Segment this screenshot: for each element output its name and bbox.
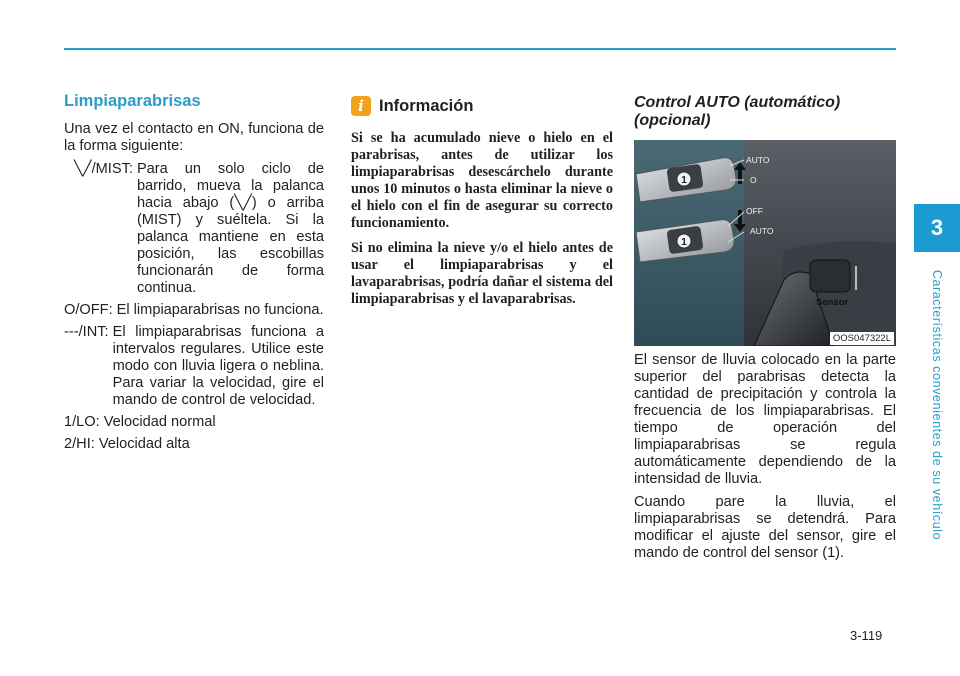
mode-desc: Velocidad normal (103, 414, 216, 430)
mode-desc: El limpiaparabrisas funciona a intervalos regulares. Utilice este modo con lluvia ligera o neblina. Para variar la velocidad, gire el mando de control de velocidad. (112, 324, 324, 408)
callout-1-bottom: 1 (681, 237, 687, 248)
label-auto-top: AUTO (746, 155, 770, 165)
wiper-lever-illustration (634, 140, 896, 346)
info-header (351, 96, 613, 116)
column-info (351, 92, 613, 316)
auto-paragraph-1: El sensor de lluvia colocado en la parte superior del parabrisas detecta la cantidad de precipitación y controla la frecuencia de los limpiaparabrisas. El tiempo de operación del limpiaparabrisas se regula automáticamente dependiendo de la intensidad de lluvia. (634, 352, 896, 487)
mode-desc: Para un solo ciclo de barrido, mueva la palanca hacia abajo (╲╱) o arriba (MIST) y suéltela. Si la palanca mantiene en esta posición, las escobillas funcionarán de forma continua. (136, 161, 324, 296)
mode-term: ╲╱/MIST: (74, 161, 133, 177)
info-icon: i (351, 96, 371, 116)
page-number: 3-119 (850, 628, 883, 643)
info-paragraph-2: Si no elimina la nieve y/o el hielo antes de usar el limpiaparabrisas y el lavaparabrisas, podría dañar el sistema del limpiaparabrisas y el lavaparabrisas. (351, 240, 613, 307)
lever-drawing (634, 140, 896, 346)
mode-term: 2/HI: (64, 436, 95, 452)
sensor-label: Sensor (816, 297, 849, 308)
mode-desc: Velocidad alta (98, 436, 190, 452)
mode-lo (64, 414, 324, 431)
mode-off (64, 302, 324, 319)
auto-paragraph-2: Cuando pare la lluvia, el limpiaparabrisas se detendrá. Para modificar el ajuste del sensor, gire el mando de control del sensor (1). (634, 494, 896, 561)
figure-code: OOS047322L (830, 332, 894, 345)
callout-1-top: 1 (681, 175, 687, 186)
column-wipers (64, 92, 324, 458)
info-paragraph-1: Si se ha acumulado nieve o hielo en el parabrisas, antes de utilizar los limpiaparabrisas desescárchelo durante unos 10 minutos o hasta eliminar la nieve o el hielo con el fin de asegurar su correcto funcionamiento. (351, 130, 613, 231)
label-auto-bottom: AUTO (750, 226, 774, 236)
section-heading: Control AUTO (automático) (opcional) (634, 94, 841, 129)
header-rule (64, 48, 896, 50)
label-off: OFF (746, 206, 763, 216)
mode-hi (64, 436, 324, 453)
mode-mist (64, 161, 324, 297)
mode-term: ---/INT: (64, 324, 109, 340)
mode-term: O/OFF: (64, 302, 113, 318)
column-auto-control (634, 92, 896, 568)
mode-term: 1/LO: (64, 414, 100, 430)
chapter-side-title (923, 260, 951, 550)
info-title: Información (379, 96, 474, 115)
intro-paragraph: Una vez el contacto en ON, funciona de la forma siguiente: (64, 121, 324, 154)
chapter-title: Características convenientes de su vehículo (930, 269, 944, 541)
chapter-number-tab: 3 (914, 204, 960, 252)
section-heading: Limpiaparabrisas (64, 92, 201, 110)
mode-int (64, 324, 324, 409)
mode-desc: El limpiaparabrisas no funciona. (116, 302, 324, 318)
label-o: O (750, 175, 757, 185)
